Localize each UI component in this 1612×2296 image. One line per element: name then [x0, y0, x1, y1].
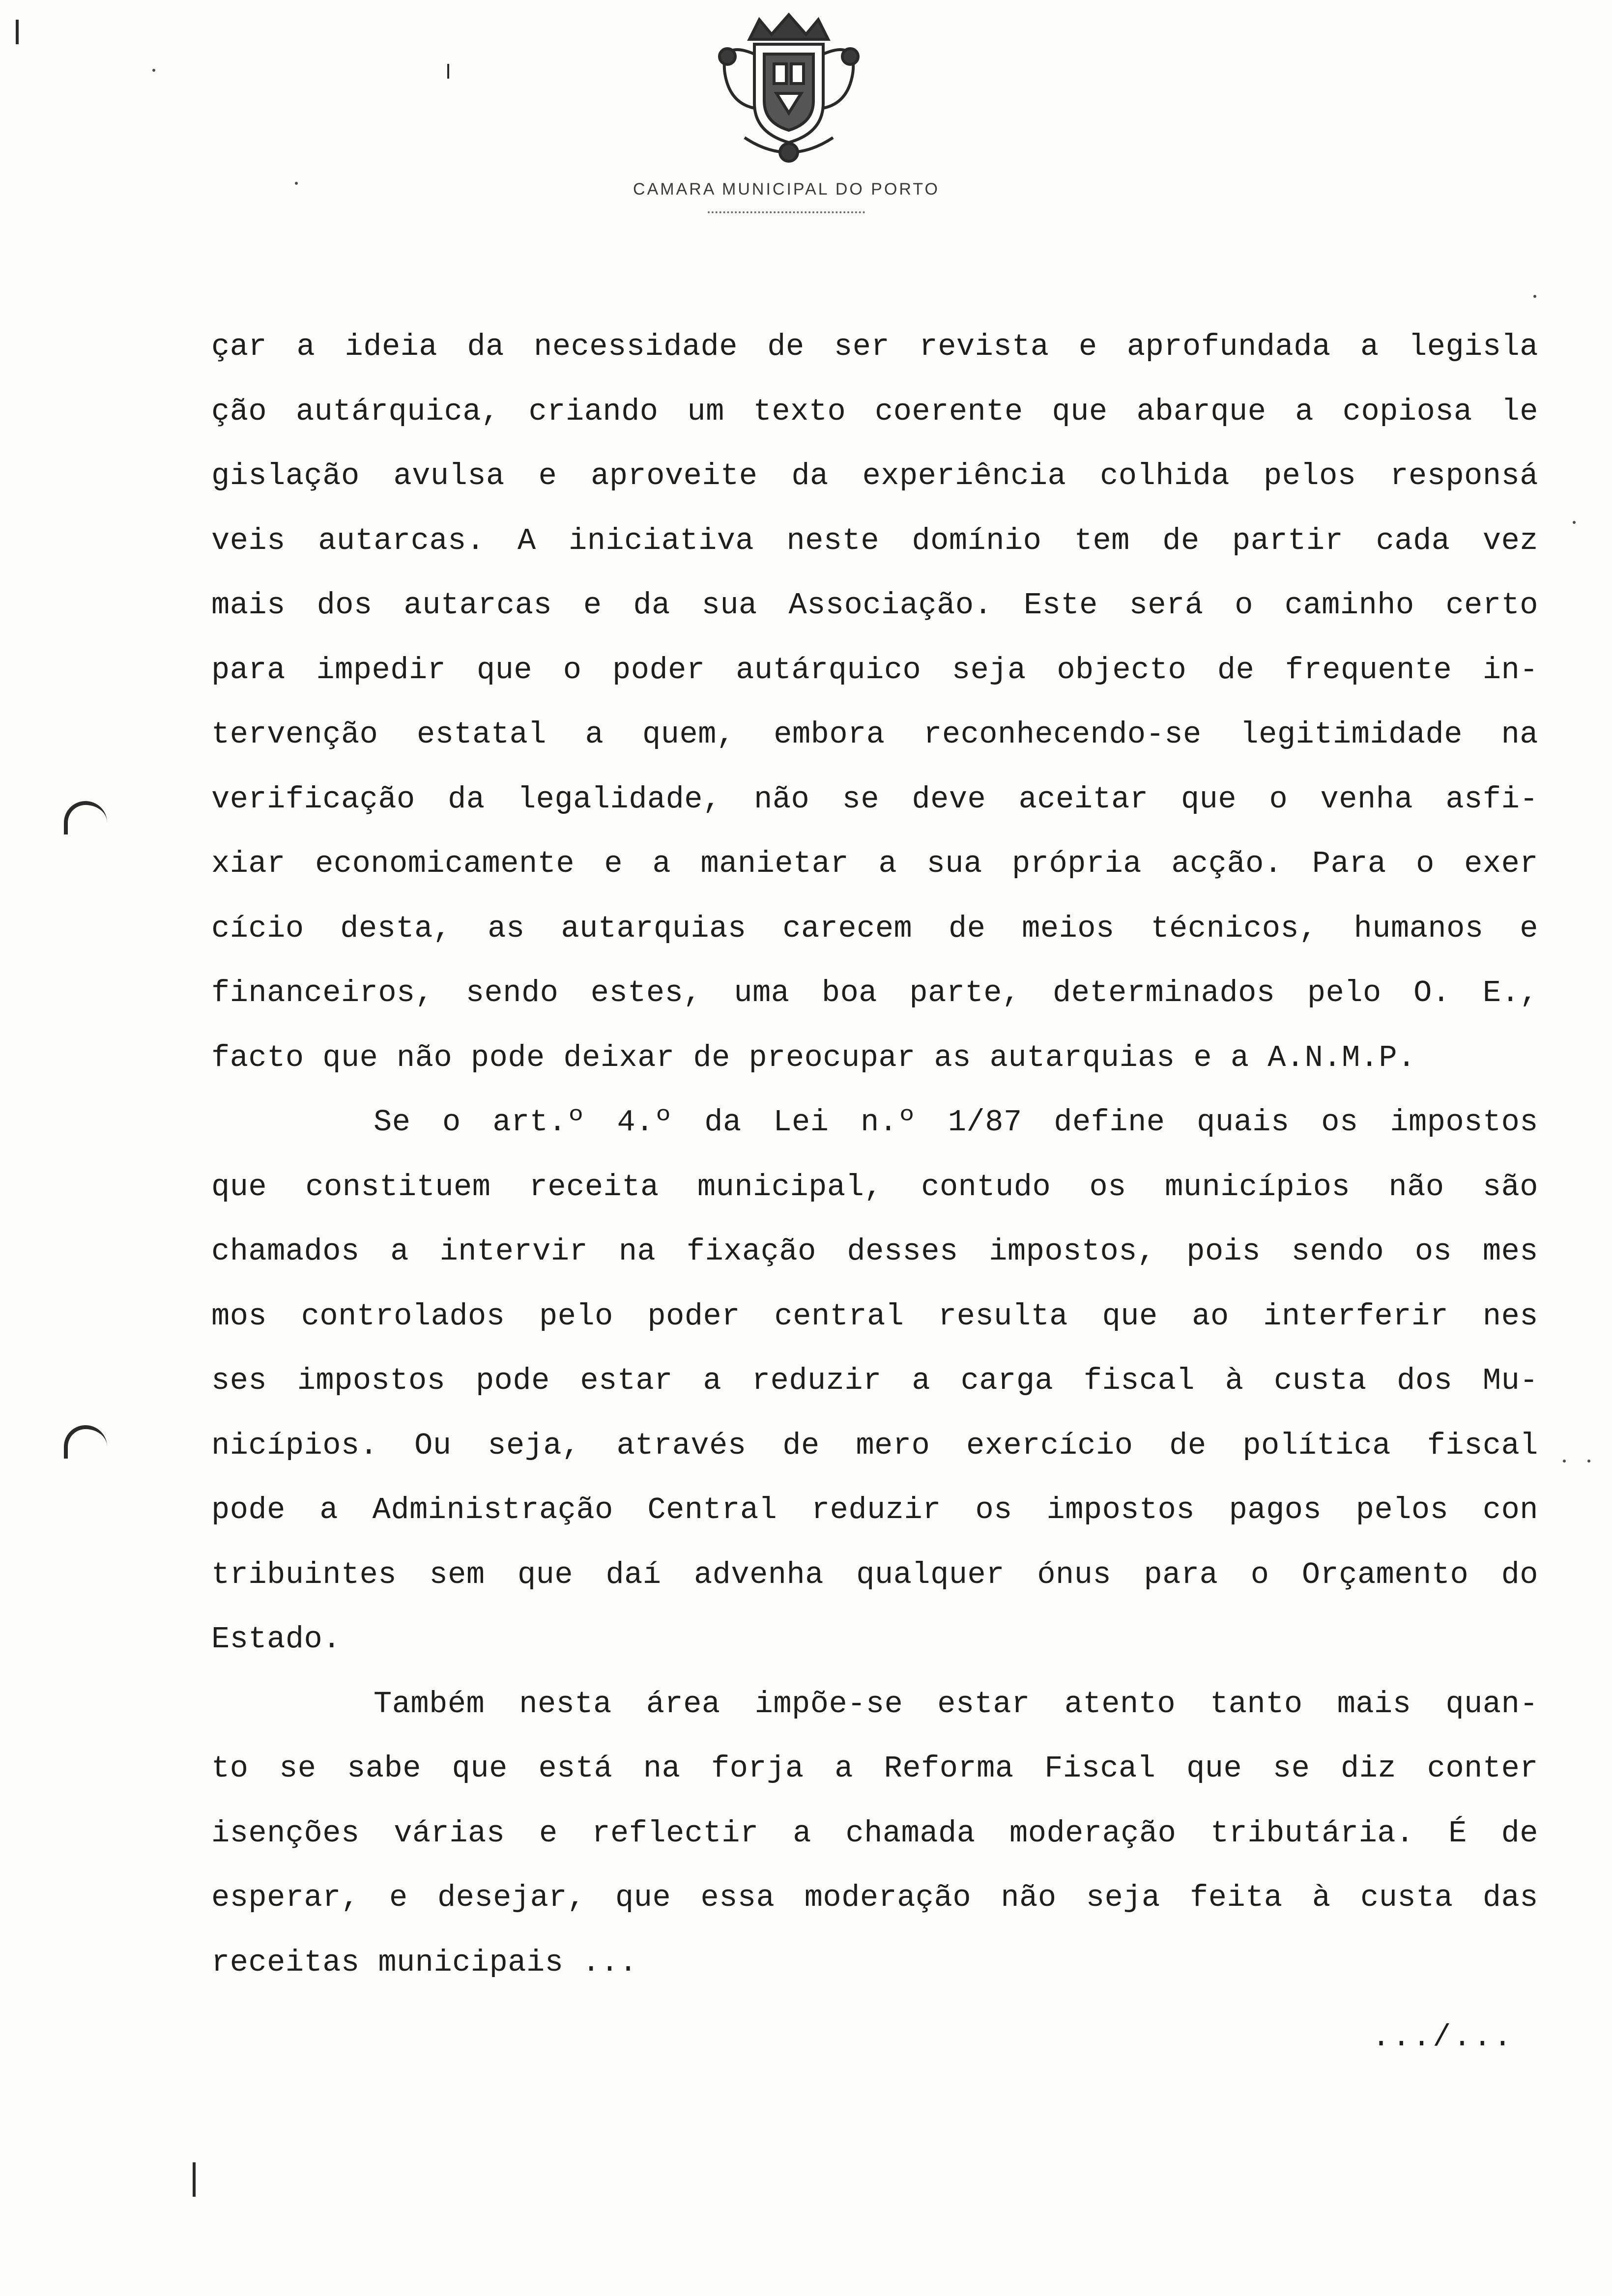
scan-speck: [1533, 295, 1536, 298]
scan-mark: [447, 64, 449, 79]
body-line: çar a ideia da necessidade de ser revista e aprofundada a legisla: [211, 329, 1538, 364]
body-line: receitas municipais ...: [211, 1945, 638, 1980]
body-line: isenções várias e reflectir a chamada moderação tributária. É de: [211, 1815, 1538, 1851]
body-line: chamados a intervir na fixação desses impostos, pois sendo os mes: [211, 1234, 1538, 1269]
body-line: Estado.: [211, 1622, 341, 1657]
body-text: [211, 315, 1538, 1995]
body-line: tribuintes sem que daí advenha qualquer ónus para o Orçamento do: [211, 1557, 1538, 1592]
body-line: mos controlados pelo poder central resulta que ao interferir nes: [211, 1298, 1538, 1334]
body-line: esperar, e desejar, que essa moderação não seja feita à custa das: [211, 1880, 1538, 1915]
punch-hole-mark: [64, 801, 107, 834]
body-line: que constituem receita municipal, contudo os municípios não são: [211, 1169, 1538, 1205]
body-line: xiar economicamente e a manietar a sua própria acção. Para o exer: [211, 846, 1538, 881]
body-line: mais dos autarcas e da sua Associação. Este será o caminho certo: [211, 588, 1538, 623]
body-line: financeiros, sendo estes, uma boa parte, determinados pelo O. E.,: [211, 976, 1538, 1010]
coat-of-arms-icon: [691, 10, 887, 172]
letterhead-subline: [708, 211, 865, 218]
body-line: tervenção estatal a quem, embora reconhecendo-se legitimidade na: [211, 717, 1538, 752]
body-line: gislação avulsa e aproveite da experiência colhida pelos responsá: [211, 459, 1538, 493]
body-line: veis autarcas. A iniciativa neste domínio tem de partir cada vez: [211, 523, 1538, 558]
body-line: ção autárquica, criando um texto coerente que abarque a copiosa le: [211, 394, 1538, 429]
body-line: to se sabe que está na forja a Reforma Fiscal que se diz conter: [211, 1751, 1538, 1786]
body-line: Se o art.º 4.º da Lei n.º 1/87 define quais os impostos: [374, 1105, 1538, 1140]
scan-speck: [1587, 1460, 1590, 1463]
body-line: ses impostos pode estar a reduzir a carga fiscal à custa dos Mu-: [211, 1363, 1538, 1398]
letterhead-institution: CAMARA MUNICIPAL DO PORTO: [633, 180, 940, 199]
body-line: cício desta, as autarquias carecem de meios técnicos, humanos e: [211, 911, 1538, 946]
body-line: nicípios. Ou seja, através de mero exercício de política fiscal: [211, 1428, 1538, 1463]
body-line: para impedir que o poder autárquico seja objecto de frequente in-: [211, 652, 1538, 688]
body-line: Também nesta área impõe-se estar atento tanto mais quan-: [374, 1686, 1538, 1722]
scan-speck: [295, 182, 298, 185]
body-line: pode a Administração Central reduzir os impostos pagos pelos con: [211, 1492, 1538, 1527]
continuation-mark: .../...: [1372, 2020, 1514, 2055]
scan-mark: [16, 20, 19, 44]
scan-speck: [152, 69, 155, 72]
scan-mark: [193, 2162, 196, 2197]
scan-speck: [1573, 521, 1576, 524]
body-line: facto que não pode deixar de preocupar as autarquias e a A.N.M.P.: [211, 1040, 1416, 1075]
scan-speck: [1563, 1460, 1566, 1463]
body-line: verificação da legalidade, não se deve aceitar que o venha asfi-: [211, 781, 1538, 817]
punch-hole-mark: [64, 1425, 107, 1459]
